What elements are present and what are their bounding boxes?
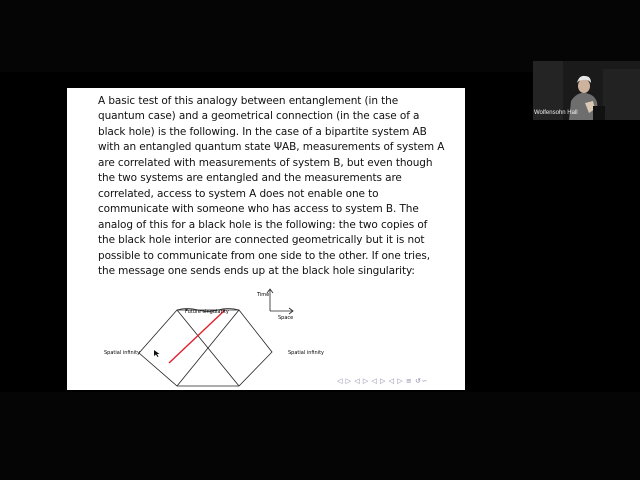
penrose-diagram	[67, 88, 465, 390]
signal-ray	[169, 310, 225, 363]
spatial-infinity-right-label: Spatial infinity	[288, 350, 324, 356]
time-label: Time	[257, 292, 270, 298]
slide-line: analog of this for a black hole is the following: the two copies of	[98, 218, 428, 231]
slide-line: possible to communicate from one side to the other. If one tries,	[98, 249, 430, 262]
slide-line: correlated, access to system A does not enable one to	[98, 187, 379, 200]
slide-line: the message one sends ends up at the black hole singularity:	[98, 264, 415, 277]
slide-line: A basic test of this analogy between entanglement (in the	[98, 95, 399, 107]
slide-line: the two systems are entangled and the measurements are	[98, 172, 402, 185]
beamer-navigation-controls[interactable]: ◁ ▷ ◁ ▷ ◁ ▷ ◁ ▷ ≡ ↺∽	[337, 377, 428, 385]
spatial-infinity-left-label: Spatial infinity	[104, 350, 140, 356]
slide-line: black hole) is the following. In the case of a bipartite system AB	[98, 125, 427, 138]
slide-line: the black hole interior are connected geometrically but it is not	[98, 234, 425, 247]
future-singularity-label: Future singularity	[185, 309, 229, 315]
spacetime-axes	[267, 289, 293, 314]
slide-line: with an entangled quantum state ΨAB, measurements of system A	[98, 141, 445, 154]
slide-line: are correlated with measurements of system B, but even though	[98, 156, 433, 169]
bottom-black-bar	[0, 392, 640, 480]
video-tile-label: Wolfensohn Hall	[534, 110, 578, 116]
slide-line: quantum case) and a geometrical connection (in the case of a	[98, 110, 420, 123]
slide-line: communicate with someone who has access to system B. The	[98, 203, 419, 216]
mouse-cursor-icon	[154, 350, 160, 357]
penrose-diagram-outline	[139, 310, 272, 386]
presentation-slide	[67, 88, 465, 390]
space-label: Space	[278, 315, 294, 321]
